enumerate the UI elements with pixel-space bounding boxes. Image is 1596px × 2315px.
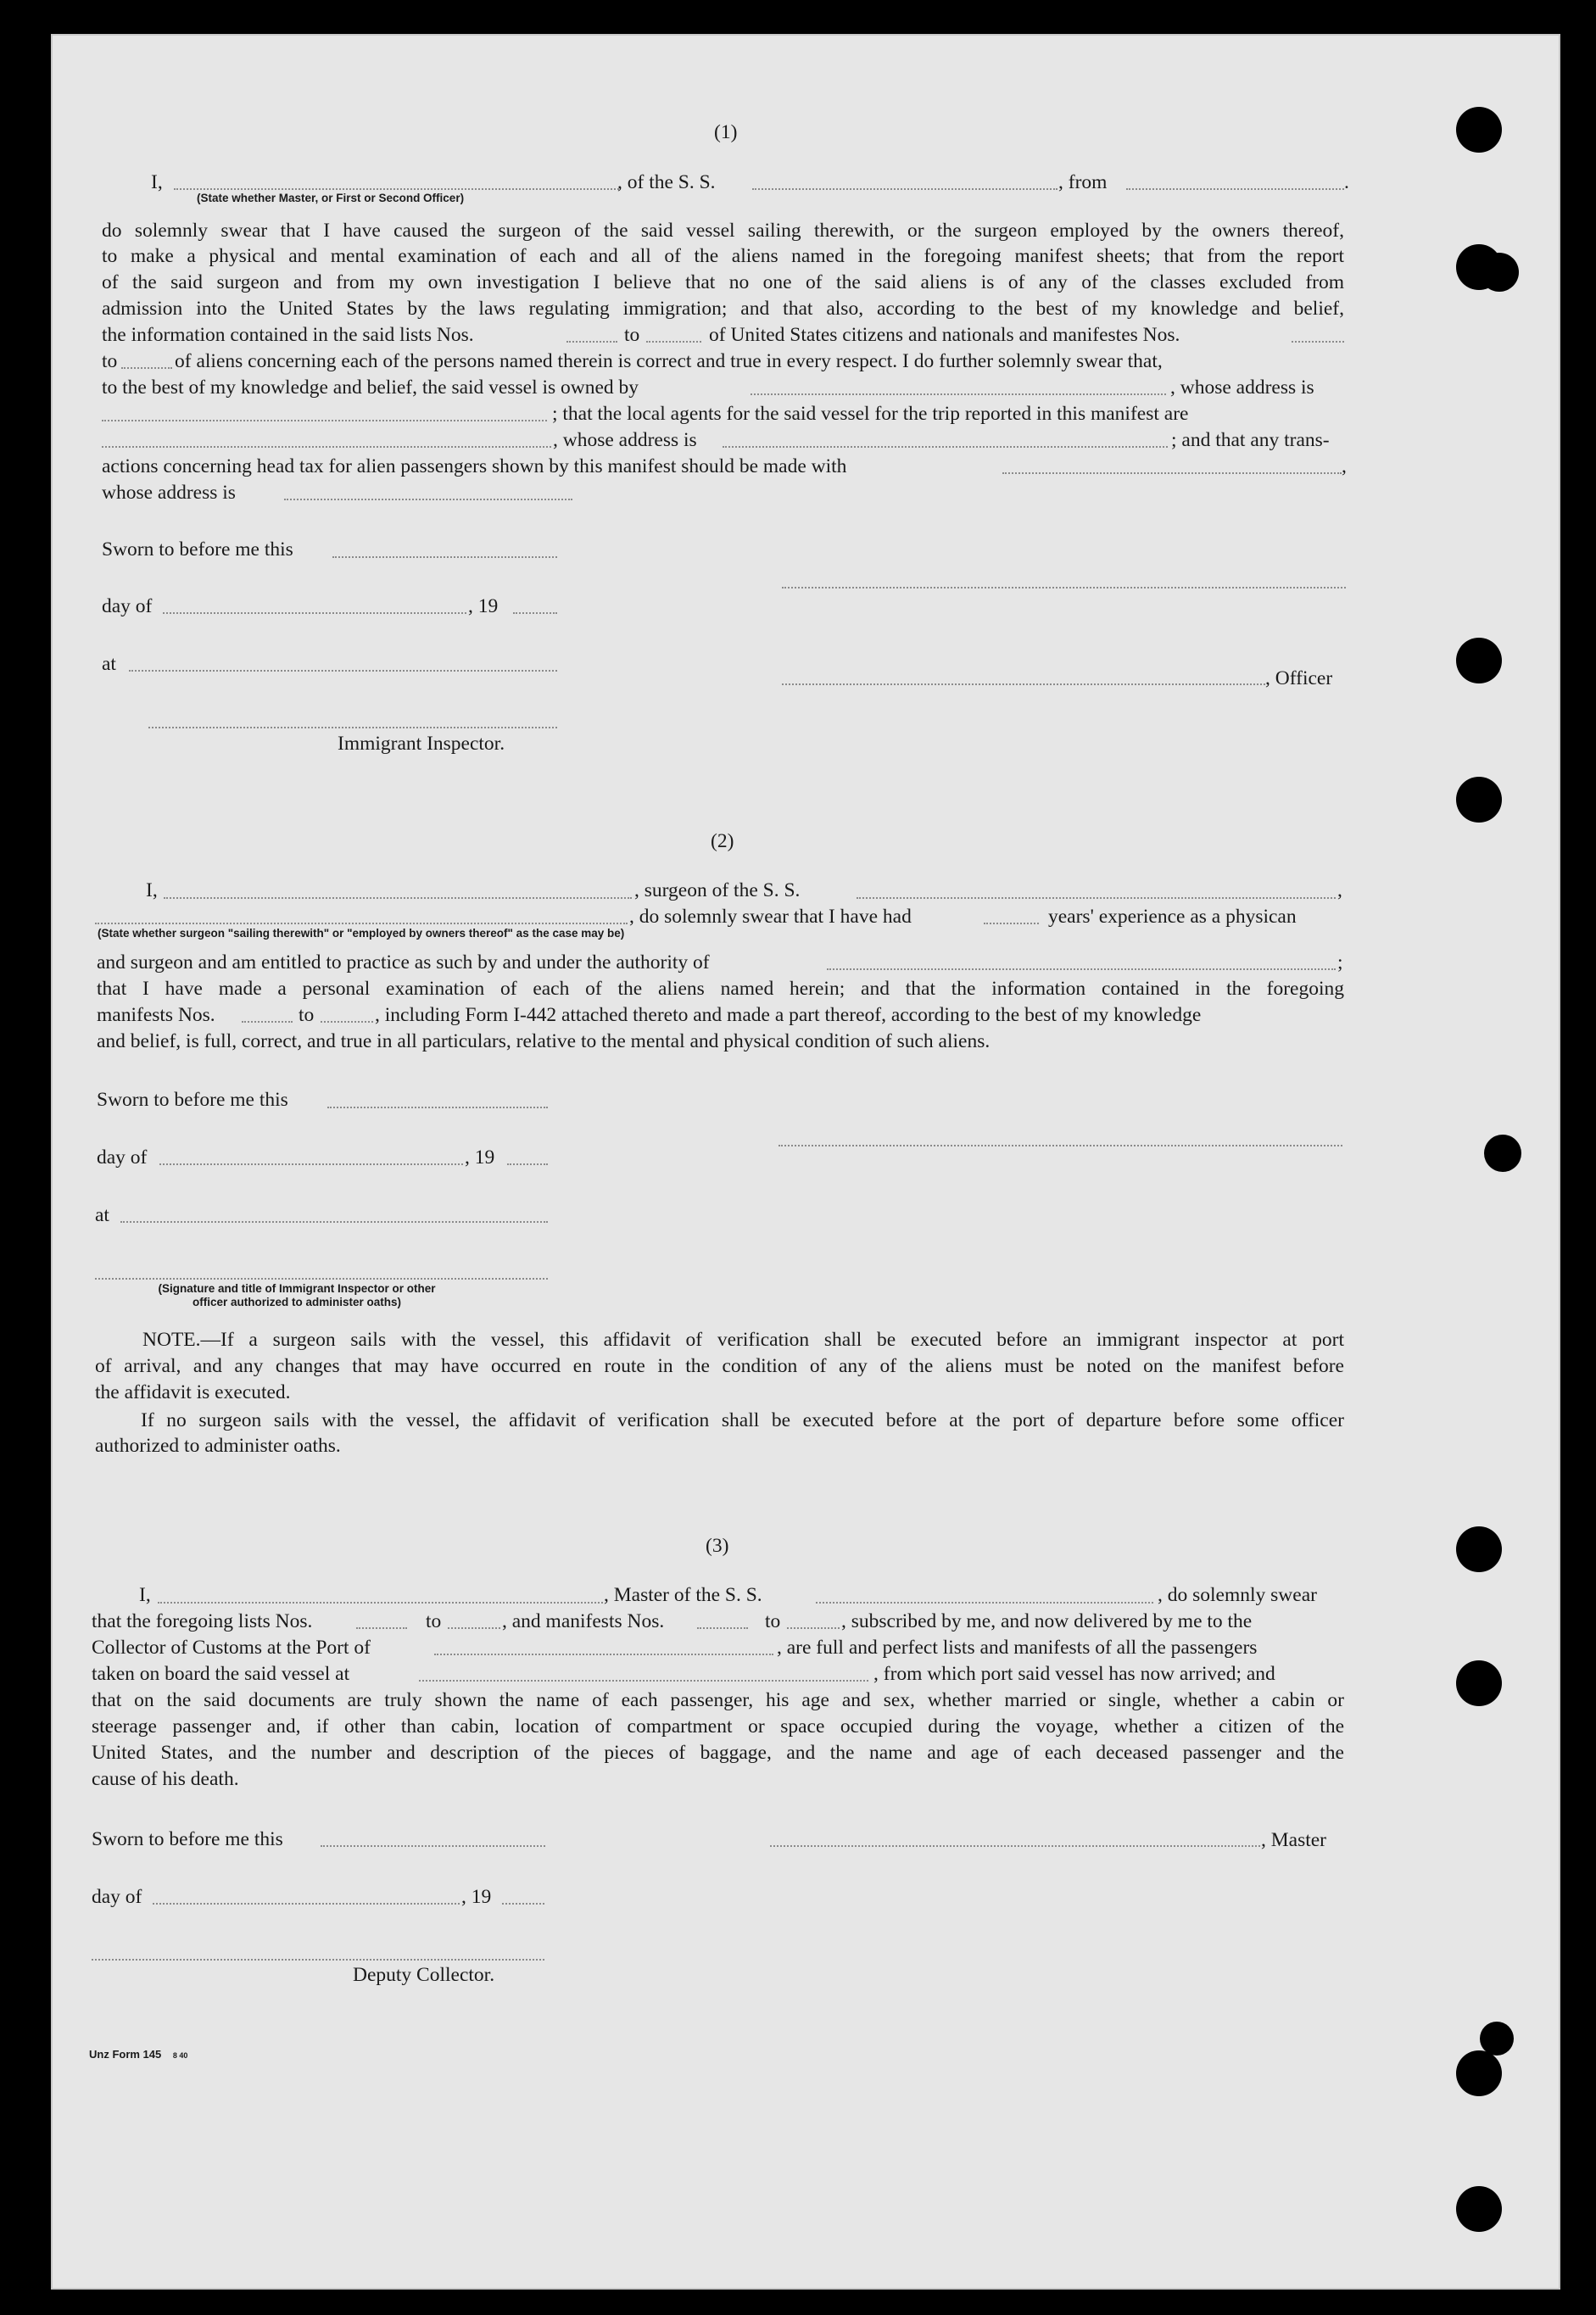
- officer-name-field[interactable]: [174, 188, 619, 190]
- sworn-label: Sworn to before me this: [97, 1089, 288, 1111]
- form-number: [89, 2048, 187, 2061]
- from-port-field[interactable]: [1126, 188, 1344, 190]
- at-label: at: [102, 653, 116, 675]
- at-label: at: [95, 1204, 109, 1226]
- month-field[interactable]: [153, 1903, 460, 1905]
- master-vessel-field[interactable]: [816, 1602, 1153, 1604]
- head-tax-text: actions concerning head tax for alien passengers shown by this manifest should be made with: [102, 455, 847, 477]
- authority-field[interactable]: [827, 968, 1336, 970]
- arrived-text: , from which port said vessel has now arrived; and: [873, 1663, 1275, 1685]
- binder-hole: [1484, 1135, 1521, 1172]
- collector-signature-line[interactable]: [92, 1959, 544, 1961]
- month-field[interactable]: [159, 1163, 463, 1165]
- sworn-label: Sworn to before me this: [92, 1828, 283, 1850]
- from-label: , from: [1058, 171, 1108, 193]
- sworn-label: Sworn to before me this: [102, 538, 293, 561]
- lists-nos-from-field[interactable]: [566, 341, 617, 343]
- to-label: to: [299, 1004, 315, 1026]
- and-manifests-label: , and manifests Nos.: [502, 1610, 665, 1632]
- manifests-from-field[interactable]: [697, 1627, 748, 1629]
- sworn-day-field[interactable]: [327, 1107, 548, 1108]
- month-field[interactable]: [163, 612, 466, 614]
- day-of-label: day of: [92, 1886, 142, 1908]
- master-of-ss-label: , Master of the S. S.: [604, 1584, 762, 1606]
- master-label: , Master: [1261, 1829, 1327, 1851]
- binder-hole: [1456, 1526, 1502, 1572]
- place-field[interactable]: [129, 670, 557, 672]
- surgeon-manifest-from-field[interactable]: [242, 1021, 293, 1023]
- inspector-signature-line[interactable]: [148, 727, 557, 728]
- officer-note: (State whether Master, or First or Second Officer): [197, 192, 465, 204]
- oath-paragraph-line: admission into the United States by the laws regulating immigration; and that also, according to the best of my knowledge and belief,: [102, 298, 1344, 320]
- oath-paragraph-line: do solemnly swear that I have caused the surgeon of the said vessel sailing therewith, or the surgeon employed by the owners thereof,: [102, 220, 1344, 242]
- authority-text: and surgeon and am entitled to practice as such by and under the authority of: [97, 951, 710, 973]
- surgeon-name-field[interactable]: [164, 897, 632, 899]
- head-tax-address-field[interactable]: [284, 499, 572, 500]
- foregoing-lists-label: that the foregoing lists Nos.: [92, 1610, 313, 1632]
- master-i-label: I,: [139, 1584, 151, 1606]
- oath-paragraph-line: of the said surgeon and from my own investigation I believe that no one of the said aliens is of any of the classes excluded from: [102, 271, 1344, 293]
- year-field[interactable]: [513, 612, 557, 614]
- surgeon-type-field[interactable]: [95, 923, 628, 924]
- surgeon-manifest-to-field[interactable]: [321, 1021, 373, 1023]
- place-field[interactable]: [120, 1221, 548, 1223]
- taken-on-board-label: taken on board the said vessel at: [92, 1663, 350, 1685]
- officer-i-label: I,: [151, 171, 163, 193]
- to-label: to: [765, 1610, 781, 1632]
- year-prefix: , 19: [465, 1146, 495, 1169]
- owner-field[interactable]: [751, 393, 1166, 395]
- section-1-number: (1): [714, 121, 738, 143]
- line-end: .: [1344, 171, 1349, 193]
- master-signature-line[interactable]: [770, 1845, 1260, 1847]
- section-3-number: (3): [706, 1535, 729, 1557]
- binder-hole: [1456, 107, 1502, 153]
- year-prefix: , 19: [468, 595, 499, 617]
- note-line: NOTE.—If a surgeon sails with the vessel, this affidavit of verification shall be executed before an immigrant inspector at port: [142, 1329, 1344, 1351]
- years-experience-text: years' experience as a physican: [1048, 906, 1297, 928]
- note-line: authorized to administer oaths.: [95, 1435, 341, 1457]
- binder-hole: [1456, 1660, 1502, 1706]
- belief-text: and belief, is full, correct, and true in all particulars, relative to the mental and physical condition of such aliens.: [97, 1030, 991, 1052]
- sworn-day-field[interactable]: [321, 1845, 545, 1847]
- officer-title-line[interactable]: [782, 683, 1265, 685]
- whose-address-label: , whose address is: [1170, 377, 1314, 399]
- aliens-concerning-text: of aliens concerning each of the persons named therein is correct and true in every respect. I do further solemnly swear that,: [175, 350, 1163, 372]
- documents-paragraph-line: steerage passenger and, if other than cabin, location of compartment or space occupied during the voyage, whether a citizen of the: [92, 1715, 1344, 1738]
- of-the-ss-label: , of the S. S.: [617, 171, 716, 193]
- collector-label: Deputy Collector.: [353, 1964, 495, 1986]
- surgeon-signature-line[interactable]: [778, 1145, 1342, 1146]
- surgeon-swear-text: , do solemnly swear that I have had: [629, 906, 912, 928]
- binder-hole: [1456, 2186, 1502, 2232]
- form-i442-text: , including Form I-442 attached thereto and made a part thereof, according to the best of my knowledge: [375, 1004, 1202, 1026]
- lists-to-field[interactable]: [448, 1627, 500, 1629]
- inspector-label: Immigrant Inspector.: [338, 733, 505, 755]
- to-label: to: [426, 1610, 442, 1632]
- lists-nos-to-field[interactable]: [646, 341, 701, 343]
- semicolon: ;: [1337, 951, 1343, 973]
- years-field[interactable]: [984, 923, 1039, 924]
- documents-paragraph-line: that on the said documents are truly shown the name of each passenger, his age and sex, whether married or single, whether a cabin or: [92, 1689, 1344, 1711]
- local-agents-text: ; that the local agents for the said vessel for the trip reported in this manifest are: [552, 403, 1189, 425]
- surgeon-vessel-field[interactable]: [857, 897, 1336, 899]
- signature-note: [127, 1282, 466, 1309]
- note-line: If no surgeon sails with the vessel, the affidavit of verification shall be executed before at the port of departure before some officer: [141, 1409, 1344, 1431]
- surgeon-note: (State whether surgeon "sailing therewith" or "employed by owners thereof" as the case may be): [98, 927, 625, 940]
- whose-address-label: whose address is: [102, 482, 236, 504]
- binder-hole: [1456, 638, 1502, 683]
- subscribed-text: , subscribed by me, and now delivered by me to the: [841, 1610, 1253, 1632]
- master-name-field[interactable]: [158, 1602, 603, 1604]
- signature-note-line: (Signature and title of Immigrant Inspector or other: [158, 1282, 436, 1295]
- comma: ,: [1337, 879, 1342, 901]
- transactions-label: ; and that any trans-: [1171, 429, 1330, 451]
- officer-label: , Officer: [1265, 667, 1333, 689]
- year-field[interactable]: [502, 1903, 544, 1905]
- binder-hole: [1456, 777, 1502, 823]
- signature-note-line: officer authorized to administer oaths): [192, 1296, 402, 1308]
- form-name: Unz Form 145: [89, 2048, 162, 2061]
- to-label: to: [624, 324, 640, 346]
- manifests-to-field[interactable]: [787, 1627, 840, 1629]
- day-of-label: day of: [97, 1146, 148, 1169]
- collector-port-label: Collector of Customs at the Port of: [92, 1637, 371, 1659]
- lists-from-field[interactable]: [356, 1627, 407, 1629]
- surgeon-of-ss-label: , surgeon of the S. S.: [634, 879, 801, 901]
- binder-hole: [1456, 2050, 1502, 2096]
- year-prefix: , 19: [461, 1886, 492, 1908]
- agents-address-label: , whose address is: [553, 429, 697, 451]
- oath-paragraph-line: to make a physical and mental examination of each and all of the aliens named in the foregoing manifest sheets; that from the report: [102, 245, 1344, 267]
- surgeon-i-label: I,: [146, 879, 158, 901]
- binder-hole: [1480, 253, 1519, 292]
- head-tax-agent-field[interactable]: [1002, 472, 1342, 474]
- officer-signature-line[interactable]: [782, 587, 1346, 589]
- owned-by-label: to the best of my knowledge and belief, the said vessel is owned by: [102, 377, 639, 399]
- section-2-number: (2): [711, 830, 734, 852]
- full-lists-text: , are full and perfect lists and manifests of all the passengers: [777, 1637, 1258, 1659]
- vessel-name-field[interactable]: [752, 188, 1057, 190]
- departure-port-field[interactable]: [419, 1680, 868, 1682]
- note-line: of arrival, and any changes that may have occurred en route in the condition of any of the aliens must be noted on the manifest before: [95, 1355, 1344, 1377]
- agents-field[interactable]: [102, 446, 551, 448]
- sworn-day-field[interactable]: [332, 556, 557, 558]
- manifests-nos-to-field[interactable]: [121, 367, 172, 369]
- citizens-label: of United States citizens and nationals and manifestes Nos.: [709, 324, 1180, 346]
- manifests-nos-field[interactable]: [1292, 341, 1344, 343]
- examination-text: that I have made a personal examination of each of the aliens named herein; and that the information contained in the foregoing: [97, 978, 1344, 1000]
- lists-nos-label: the information contained in the said lists Nos.: [102, 324, 474, 346]
- owner-address-field[interactable]: [102, 420, 547, 421]
- comma: ,: [1342, 455, 1347, 477]
- master-swear-text: , do solemnly swear: [1158, 1584, 1317, 1606]
- day-of-label: day of: [102, 595, 153, 617]
- note-line: the affidavit is executed.: [95, 1381, 291, 1403]
- documents-paragraph-line: United States, and the number and description of the pieces of baggage, and the name and age of each deceased passenger and the: [92, 1742, 1344, 1764]
- form-code: 8 40: [172, 2051, 188, 2060]
- year-field[interactable]: [507, 1163, 548, 1165]
- to-label: to: [102, 350, 118, 372]
- documents-paragraph-line: cause of his death.: [92, 1768, 239, 1790]
- manifests-nos-label: manifests Nos.: [97, 1004, 215, 1026]
- administrator-signature-line[interactable]: [95, 1278, 548, 1280]
- agents-address-field[interactable]: [723, 446, 1168, 448]
- port-field[interactable]: [434, 1654, 773, 1655]
